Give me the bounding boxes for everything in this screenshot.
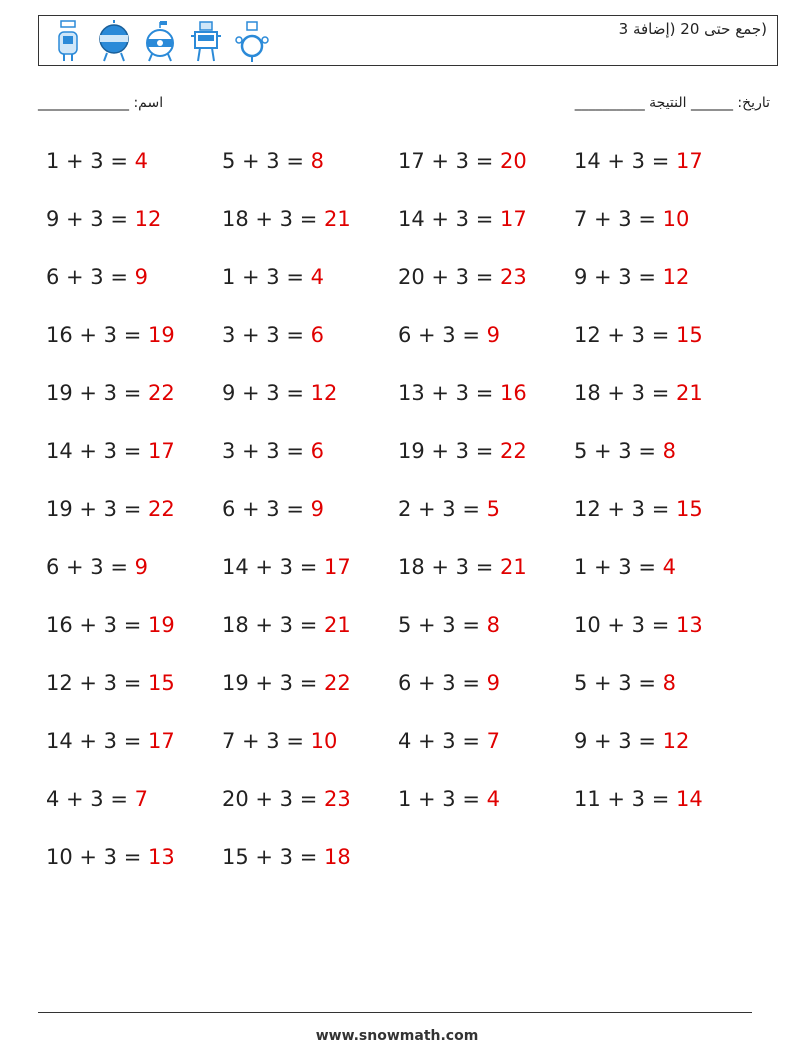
worksheet-title: (جمع حتى 20 (إضافة 3: [618, 20, 767, 38]
problem-expression: 5 + 3 =: [398, 613, 487, 637]
problem-answer: 16: [499, 381, 527, 405]
problem-item: [398, 665, 574, 723]
problem-expression: 18 + 3 =: [574, 381, 676, 405]
problem-row: [46, 723, 750, 781]
problem-expression: 1 + 3 =: [46, 149, 135, 173]
problem-item: [222, 607, 398, 665]
problem-item: [46, 549, 222, 607]
problem-item: [46, 491, 222, 549]
problem-answer: 21: [323, 207, 351, 231]
problem-item: [574, 143, 750, 201]
problem-expression: 1 + 3 =: [574, 555, 663, 579]
problem-item: [222, 723, 398, 781]
footer-site: www.snowmath.com: [315, 1028, 479, 1044]
problem-item: [222, 839, 398, 897]
problem-item: [574, 317, 750, 375]
problem-answer: 22: [147, 381, 175, 405]
worksheet-header: [38, 15, 778, 66]
problem-expression: 20 + 3 =: [398, 265, 500, 289]
problem-item: [574, 723, 750, 781]
problem-expression: 14 + 3 =: [46, 729, 148, 753]
problem-answer: 21: [499, 555, 527, 579]
problem-expression: 9 + 3 =: [46, 207, 135, 231]
problem-item: [398, 375, 574, 433]
problem-item: [222, 201, 398, 259]
problem-expression: 19 + 3 =: [46, 381, 148, 405]
problem-item: [398, 433, 574, 491]
problem-expression: 9 + 3 =: [222, 381, 311, 405]
problem-item: [46, 375, 222, 433]
problem-item: [574, 781, 750, 839]
problem-answer: 21: [675, 381, 703, 405]
date-score-field: تاريخ: ______ النتيجة __________: [574, 95, 770, 111]
problem-answer: 10: [310, 729, 338, 753]
problem-expression: 2 + 3 =: [398, 497, 487, 521]
problem-row: [46, 375, 750, 433]
problem-expression: 6 + 3 =: [46, 555, 135, 579]
problem-expression: 4 + 3 =: [46, 787, 135, 811]
problem-answer: 22: [323, 671, 351, 695]
problem-expression: 6 + 3 =: [398, 671, 487, 695]
problem-expression: 11 + 3 =: [574, 787, 676, 811]
problem-answer: 6: [310, 439, 324, 463]
problem-answer: 20: [499, 149, 527, 173]
problem-item: [574, 433, 750, 491]
problem-expression: 7 + 3 =: [222, 729, 311, 753]
robot-1-icon: [49, 20, 87, 64]
footer-divider: [38, 1012, 752, 1013]
problem-item: [222, 143, 398, 201]
problem-item: [574, 607, 750, 665]
problem-answer: 17: [147, 729, 175, 753]
problem-expression: 16 + 3 =: [46, 323, 148, 347]
problem-answer: 8: [662, 439, 676, 463]
problem-item: [574, 491, 750, 549]
problem-answer: 9: [134, 555, 148, 579]
problem-item: [222, 549, 398, 607]
problem-item: [398, 723, 574, 781]
problem-answer: 22: [499, 439, 527, 463]
problem-answer: 9: [134, 265, 148, 289]
problem-answer: 23: [323, 787, 351, 811]
problem-item: [222, 375, 398, 433]
problem-answer: 15: [675, 323, 703, 347]
problem-expression: 4 + 3 =: [398, 729, 487, 753]
problem-item: [398, 317, 574, 375]
problem-expression: 13 + 3 =: [398, 381, 500, 405]
problem-answer: 4: [310, 265, 324, 289]
problem-row: [46, 433, 750, 491]
problem-answer: 5: [486, 497, 500, 521]
problem-answer: 22: [147, 497, 175, 521]
problem-item: [398, 259, 574, 317]
problem-answer: 8: [662, 671, 676, 695]
problem-item: [46, 433, 222, 491]
problem-answer: 10: [662, 207, 690, 231]
problem-expression: 3 + 3 =: [222, 439, 311, 463]
problem-expression: 10 + 3 =: [574, 613, 676, 637]
problem-answer: 21: [323, 613, 351, 637]
problem-expression: 10 + 3 =: [46, 845, 148, 869]
problem-item: [46, 781, 222, 839]
problem-item: [398, 549, 574, 607]
problem-answer: 12: [310, 381, 338, 405]
problem-item: [46, 665, 222, 723]
problem-expression: 14 + 3 =: [398, 207, 500, 231]
robot-5-icon: [233, 20, 271, 64]
problem-expression: 5 + 3 =: [222, 149, 311, 173]
problem-item: [222, 433, 398, 491]
problem-item: [398, 781, 574, 839]
problem-answer: 8: [310, 149, 324, 173]
problem-expression: 20 + 3 =: [222, 787, 324, 811]
problem-expression: 12 + 3 =: [574, 323, 676, 347]
problem-expression: 14 + 3 =: [46, 439, 148, 463]
problem-row: [46, 607, 750, 665]
problem-expression: 1 + 3 =: [398, 787, 487, 811]
problem-expression: 9 + 3 =: [574, 265, 663, 289]
problem-item: [46, 607, 222, 665]
problem-answer: 4: [662, 555, 676, 579]
problem-row: [46, 665, 750, 723]
problem-expression: 16 + 3 =: [46, 613, 148, 637]
problem-answer: 12: [662, 265, 690, 289]
problem-answer: 13: [675, 613, 703, 637]
problem-row: [46, 839, 750, 897]
problem-answer: 9: [486, 671, 500, 695]
problem-answer: 4: [486, 787, 500, 811]
problem-answer: 13: [147, 845, 175, 869]
problem-item: [222, 665, 398, 723]
problem-item: [574, 549, 750, 607]
problem-answer: 17: [323, 555, 351, 579]
problem-answer: 7: [486, 729, 500, 753]
robot-3-icon: [141, 20, 179, 64]
problem-answer: 7: [134, 787, 148, 811]
problem-expression: 5 + 3 =: [574, 671, 663, 695]
problem-item: [222, 491, 398, 549]
problem-expression: 18 + 3 =: [222, 207, 324, 231]
problem-expression: 1 + 3 =: [222, 265, 311, 289]
problem-item: [46, 317, 222, 375]
problem-answer: 19: [147, 613, 175, 637]
problem-item: [398, 607, 574, 665]
problem-row: [46, 259, 750, 317]
problem-item: [574, 375, 750, 433]
problem-answer: 23: [499, 265, 527, 289]
problem-expression: 6 + 3 =: [222, 497, 311, 521]
robot-2-icon: [95, 20, 133, 64]
problem-answer: 17: [499, 207, 527, 231]
problem-item: [46, 143, 222, 201]
problem-item: [222, 781, 398, 839]
problem-item: [398, 143, 574, 201]
problem-expression: 6 + 3 =: [398, 323, 487, 347]
problem-row: [46, 143, 750, 201]
name-field: اسم: _____________: [38, 95, 164, 111]
problem-answer: 12: [662, 729, 690, 753]
problem-answer: 18: [323, 845, 351, 869]
problem-expression: 12 + 3 =: [574, 497, 676, 521]
problem-answer: 8: [486, 613, 500, 637]
problem-expression: 18 + 3 =: [222, 613, 324, 637]
problem-item: [574, 665, 750, 723]
problem-expression: 15 + 3 =: [222, 845, 324, 869]
problem-expression: 3 + 3 =: [222, 323, 311, 347]
problem-answer: 6: [310, 323, 324, 347]
problem-expression: 14 + 3 =: [222, 555, 324, 579]
problem-answer: 12: [134, 207, 162, 231]
problem-answer: 4: [134, 149, 148, 173]
problem-expression: 9 + 3 =: [574, 729, 663, 753]
problem-item: [574, 201, 750, 259]
problem-item: [46, 201, 222, 259]
problem-answer: 9: [310, 497, 324, 521]
problem-item: [398, 201, 574, 259]
problem-answer: 17: [147, 439, 175, 463]
problem-answer: 17: [675, 149, 703, 173]
problem-row: [46, 201, 750, 259]
problem-row: [46, 549, 750, 607]
problem-answer: 19: [147, 323, 175, 347]
problem-item: [46, 723, 222, 781]
problem-expression: 19 + 3 =: [46, 497, 148, 521]
problem-grid: [46, 143, 750, 897]
problem-item: [46, 839, 222, 897]
problem-expression: 14 + 3 =: [574, 149, 676, 173]
problem-item: [222, 259, 398, 317]
problem-expression: 12 + 3 =: [46, 671, 148, 695]
problem-expression: 6 + 3 =: [46, 265, 135, 289]
robot-icons: [49, 20, 271, 62]
problem-answer: 9: [486, 323, 500, 347]
problem-answer: 15: [147, 671, 175, 695]
problem-row: [46, 781, 750, 839]
problem-answer: 14: [675, 787, 703, 811]
problem-expression: 7 + 3 =: [574, 207, 663, 231]
problem-expression: 19 + 3 =: [398, 439, 500, 463]
problem-item: [574, 259, 750, 317]
problem-expression: 17 + 3 =: [398, 149, 500, 173]
problem-expression: 18 + 3 =: [398, 555, 500, 579]
robot-4-icon: [187, 20, 225, 64]
problem-answer: 15: [675, 497, 703, 521]
problem-expression: 19 + 3 =: [222, 671, 324, 695]
problem-row: [46, 317, 750, 375]
problem-expression: 5 + 3 =: [574, 439, 663, 463]
problem-item: [398, 491, 574, 549]
problem-item: [222, 317, 398, 375]
problem-row: [46, 491, 750, 549]
problem-item: [46, 259, 222, 317]
